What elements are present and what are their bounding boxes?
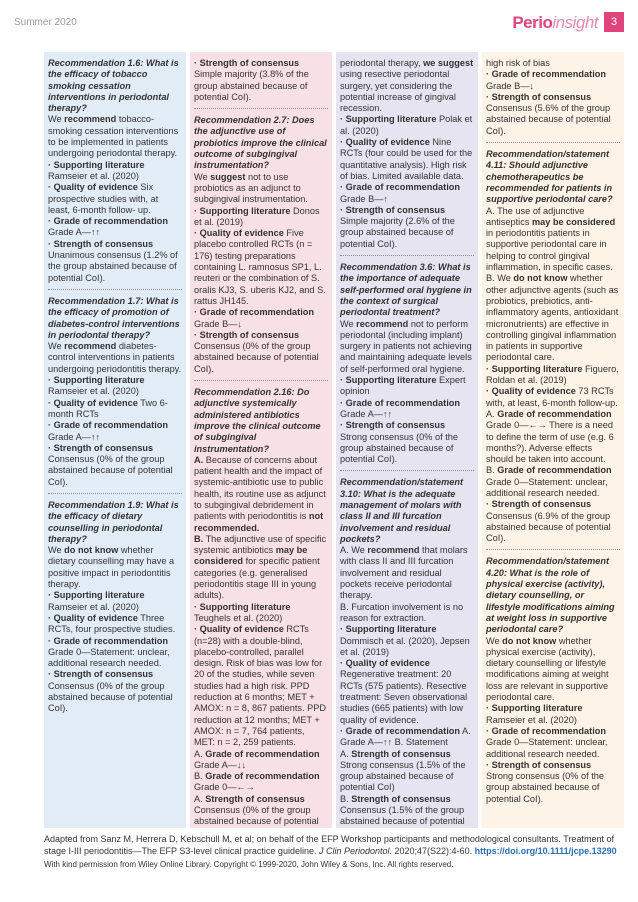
- recommendation-line: · Supporting literature Expert opinion: [340, 375, 466, 397]
- brand-logo: [512, 13, 598, 33]
- recommendation-line: · Grade of recommendation Grade B—↓: [194, 307, 314, 329]
- doi-link[interactable]: https://doi.org/10.1111/jcpe.13290: [474, 845, 617, 856]
- section-divider: [194, 380, 328, 381]
- column-3: [336, 52, 478, 828]
- section-divider: [486, 142, 620, 143]
- recommendation-line: · Quality of evidence Three RCTs, four prospective studies.: [48, 612, 176, 635]
- recommendation-line: A. Strength of consensus Consensus (0% of the group abstained because of potential: [194, 793, 319, 827]
- citation-text: Adapted from Sanz M, Herrera D, Kebschull M, et al; on behalf of the EFP Workshop participants and methodological consultants. Treatment of stage I-III periodontitis—The EFP S3-level clinical practice guideline. J Clin Periodontol. 2020;47(S22):4-60. https://doi.org/10.1111/jcpe.13290: [44, 834, 617, 856]
- recommendation-line: · Quality of evidence Regenerative treatment: 20 RCTs (575 patients). Resective treatment: Seven observational studies (665 patients) with low quality of evidence.: [340, 658, 468, 725]
- recommendation-line: We recommend tobacco-smoking cessation interventions to be implemented in patients undergoing periodontal therapy.: [48, 114, 179, 159]
- recommendation-line: · Strength of consensus Consensus (0% of the group abstained because of potential CoI).: [48, 442, 173, 487]
- recommendation-line: · Supporting literature Polak et al. (2020): [340, 114, 473, 136]
- recommendation-line: A. Grade of recommendation Grade 0—←→ There is a need to define the term of use (e.g. 6 months?). Adverse effects should be taken into account.: [486, 408, 614, 465]
- recommendation-line: · Quality of evidence Two 6-month RCTs: [48, 397, 168, 419]
- section-divider: [48, 493, 182, 494]
- recommendation-line: We recommend diabetes-control interventions in patients undergoing periodontitis therapy.: [48, 341, 182, 374]
- recommendation-section: [194, 58, 328, 103]
- recommendation-section: [48, 58, 182, 284]
- recommendation-line: · Supporting literature Ramseier et al. (2020): [48, 159, 145, 181]
- recommendation-columns: [44, 52, 630, 828]
- recommendation-line: We recommend not to perform periodontal (including implant) surgery in patients not achieving and maintaining adequate levels of self-performed oral hygiene.: [340, 318, 472, 374]
- recommendation-section: [486, 149, 620, 544]
- brand-main: Perio: [512, 13, 553, 32]
- brand-light: insight: [552, 13, 598, 32]
- recommendation-line: A. We recommend that molars with class II and III furcation involvement and residual pockets receive periodontal therapy.: [340, 545, 468, 601]
- recommendation-section: [48, 500, 182, 715]
- recommendation-line: · Supporting literature Ramseier et al. (2020): [48, 590, 145, 612]
- recommendation-line: · Supporting literature Ramseier et al. (2020): [486, 703, 583, 725]
- section-divider: [340, 470, 474, 471]
- recommendation-line: · Grade of recommendation Grade A—↑↑: [48, 216, 168, 238]
- recommendation-title: Recommendation 1.6: What is the efficacy of tobacco smoking cessation interventions in periodontal therapy?: [48, 58, 179, 114]
- page-header: [0, 0, 638, 44]
- recommendation-line: · Grade of recommendation Grade A—↑↑: [48, 420, 168, 442]
- recommendation-line: · Strength of consensus Strong consensus (0% of the group abstained because of potential CoI).: [486, 759, 604, 804]
- recommendation-line: We do not know whether dietary counselling may have a positive impact in periodontitis therapy.: [48, 545, 175, 590]
- recommendation-line: We suggest not to use probiotics as an adjunct to subgingival instrumentation.: [194, 171, 308, 205]
- recommendation-section: [194, 115, 328, 375]
- recommendation-line: · Strength of consensus Consensus (0% of the group abstained because of potential CoI).: [194, 329, 319, 374]
- recommendation-line: · Grade of recommendation Grade 0—Statement: unclear, additional research needed.: [486, 725, 608, 759]
- recommendation-title: Recommendation 1.9: What is the efficacy of dietary counselling in periodontal therapy?: [48, 499, 179, 544]
- recommendation-title: Recommendation 1.7: What is the efficacy of promotion of diabetes-control interventions in periodontal therapy?: [48, 295, 180, 340]
- recommendation-line: B. Grade of recommendation Grade 0—Statement: unclear, additional research needed.: [486, 465, 612, 498]
- recommendation-title: Recommendation 2.16: Do adjunctive systemically administered antibiotics improve the clinical outcome of subgingival instrumentation?: [194, 387, 321, 454]
- recommendation-title: Recommendation/statement 4.11: Should adjunctive chemotherapeutics be recommended for patients in supportive periodontal care?: [486, 149, 613, 205]
- recommendation-line: · Supporting literature Dommisch et al. (2020), Jepsen et al. (2019): [340, 624, 470, 657]
- recommendation-line: · Quality of evidence RCTs (n=28) with a double-blind, placebo-controlled, parallel design. Risk of bias was low for 20 of the studies, while seven studies had a high risk. PPD reduction at 6 months; MET + AMOX: n = 8, 867 patients. PPD reduction at 12 months; MET + AMOX: n = 7, 764 patients, MET: n = 2, 259 patients.: [194, 624, 327, 748]
- recommendation-line: B. The adjunctive use of specific systemic antibiotics may be considered for specific patient categories (e.g. generalised periodontitis stage III in young adults).: [194, 533, 327, 601]
- recommendation-line: A. The use of adjunctive antiseptics may be considered in periodontitis patients in supportive periodontal care in helping to control gingival inflammation, in specific cases.: [486, 205, 616, 273]
- recommendation-section: [486, 58, 620, 137]
- recommendation-title: Recommendation 2.7: Does the adjunctive use of probiotics improve the clinical outcome of subgingival instrumentation?: [194, 115, 327, 171]
- recommendation-line: A. Strength of consensus Strong consensus (1.5% of the group abstained because of potential CoI): [340, 748, 466, 793]
- recommendation-line: B. Furcation involvement is no reason for extraction.: [340, 601, 464, 623]
- recommendation-line: We do not know whether physical exercise (activity), dietary counselling or lifestyle modifications aiming at weight loss are relevant in supportive periodontal care.: [486, 635, 609, 703]
- recommendation-line: · Grade of recommendation Grade B—↑: [340, 182, 460, 204]
- section-divider: [486, 549, 620, 550]
- recommendation-line: A. Grade of recommendation Grade A—↓↓: [194, 748, 320, 770]
- recommendation-line: · Supporting literature Ramseier et al. (2020): [48, 375, 145, 397]
- recommendation-line: · Supporting literature Figuero, Roldan et al. (2019): [486, 363, 619, 386]
- recommendation-section: [340, 58, 474, 250]
- recommendation-line: · Strength of consensus Consensus (5.6% of the group abstained because of potential CoI).: [486, 91, 611, 136]
- recommendation-line: · Grade of recommendation Grade A—↑↑: [340, 397, 460, 419]
- recommendation-section: [340, 477, 474, 828]
- recommendation-section: [486, 556, 620, 805]
- recommendation-line: B. We do not know whether other adjunctive agents (such as probiotics, prebiotics, anti-inflammatory agents, antioxidant micronutrients) are effective in controlling gingival inflammation in patients in supportive periodontal care.: [486, 273, 619, 363]
- recommendation-line: · Grade of recommendation A. Grade A—↑↑ B. Statement: [340, 725, 471, 748]
- recommendation-line: · Grade of recommendation Grade 0—Statement: unclear, additional research needed.: [48, 635, 170, 669]
- recommendation-line: · Quality of evidence Six prospective studies with, at least, 6-month follow- up.: [48, 182, 159, 215]
- column-4: [482, 52, 624, 828]
- recommendation-line: · Quality of evidence Five placebo controlled RCTs (n = 176) testing preparations containing L. ramnosus SP1, L. reuteri or the combination of S. oralis KJ3, S. uberis KJ2, and S. rattus JH145.: [194, 228, 326, 306]
- issue-season: Summer 2020: [14, 17, 77, 28]
- recommendation-line: · Grade of recommendation Grade B—↓: [486, 69, 606, 91]
- recommendation-line: · Supporting literature Teughels et al. (2020): [194, 601, 291, 623]
- section-divider: [340, 255, 474, 256]
- recommendation-line: · Strength of consensus Unanimous consensus (1.2% of the group abstained because of potential CoI).: [48, 238, 178, 283]
- recommendation-line: · Strength of consensus Consensus (0% of the group abstained because of potential CoI).: [48, 669, 173, 714]
- recommendation-section: [194, 387, 328, 828]
- section-divider: [194, 108, 328, 109]
- recommendation-line: · Supporting literature Donos et al. (2019): [194, 205, 320, 227]
- recommendation-title: Recommendation 3.6: What is the importance of adequate self-performed oral hygiene in the context of surgical periodontal treatment?: [340, 262, 472, 318]
- recommendation-line: periodontal therapy, we suggest using resective periodontal surgery, yet considering the potential increase of gingival recession.: [340, 58, 474, 114]
- permission-note: With kind permission from Wiley Online Library. Copyright © 1999-2020, John Wiley & Sons, Inc. All rights reserved.: [44, 860, 454, 869]
- recommendation-line: · Strength of consensus Simple majority (3.8% of the group abstained because of potential CoI).: [194, 58, 309, 102]
- recommendation-line: · Quality of evidence 73 RCTs with, at least, 6-month follow-up.: [486, 386, 618, 408]
- recommendation-section: [48, 296, 182, 488]
- recommendation-line: · Quality of evidence Nine RCTs (four could be used for the quantitative analysis). High risk of bias. Limited available data.: [340, 137, 473, 181]
- recommendation-section: [340, 262, 474, 465]
- column-1: [44, 52, 186, 828]
- recommendation-line: · Strength of consensus Simple majority (2.6% of the group abstained because of potential CoI).: [340, 204, 455, 249]
- column-2: [190, 52, 332, 828]
- recommendation-line: · Strength of consensus Consensus (6.9% of the group abstained because of potential CoI).: [486, 499, 611, 544]
- page-number: 3: [604, 12, 624, 32]
- recommendation-line: · Strength of consensus Strong consensus (0% of the group abstained because of potential CoI).: [340, 420, 458, 465]
- citation-footer: [44, 834, 630, 871]
- recommendation-line: high risk of bias: [486, 58, 550, 68]
- recommendation-line: B. Grade of recommendation Grade 0—←→: [194, 771, 320, 793]
- recommendation-line: A. Because of concerns about patient health and the impact of systemic-antibiotic use to public health, its routine use as adjunct to subgingival debridement in patients with periodontitis is not recommended.: [194, 454, 326, 533]
- recommendation-title: Recommendation/statement 3.10: What is the adequate management of molars with class II and III furcation involvement and residual pockets?: [340, 477, 464, 544]
- section-divider: [48, 289, 182, 290]
- recommendation-line: B. Strength of consensus Consensus (1.5% of the group abstained because of potential: [340, 793, 465, 827]
- recommendation-title: Recommendation/statement 4.20: What is the role of physical exercise (activity), dietary counselling, or lifestyle modifications aiming at weight loss in supportive periodontal care?: [486, 556, 615, 635]
